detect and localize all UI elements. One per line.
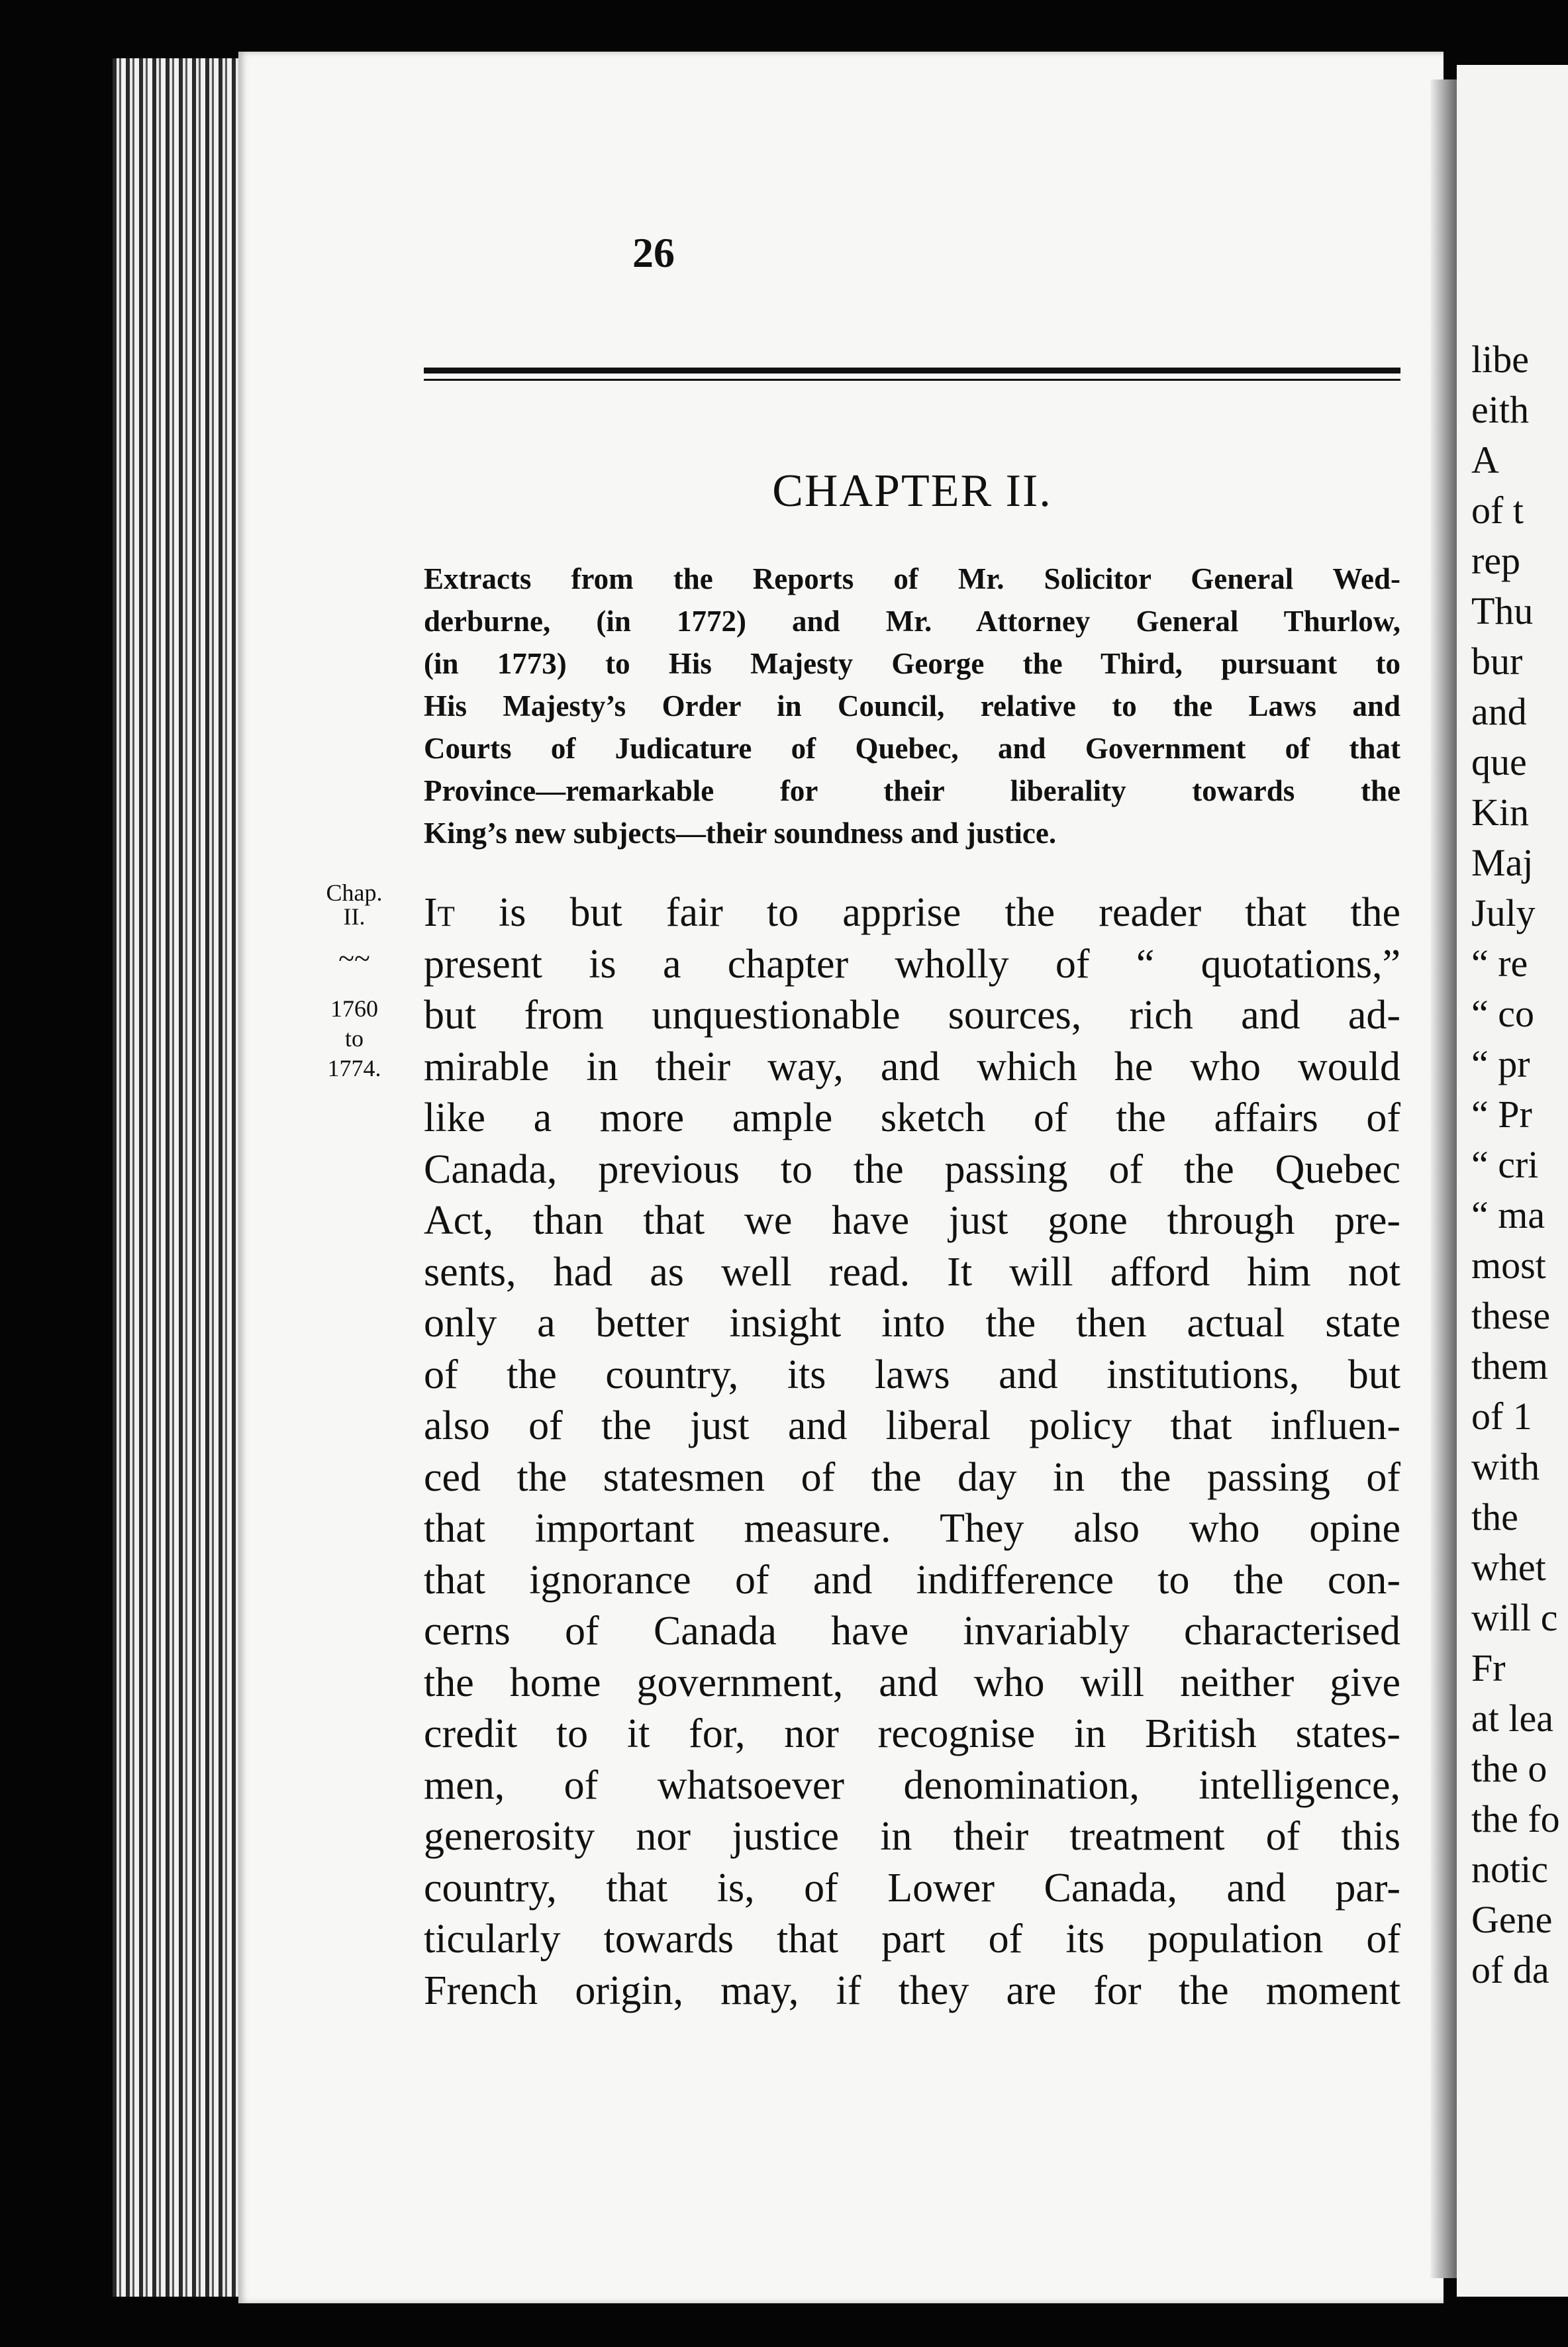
facing-page-line: will c <box>1471 1596 1558 1639</box>
page-number: 26 <box>632 229 675 276</box>
facing-page-line: A <box>1471 438 1499 481</box>
body-line: country, that is, of Lower Canada, and par- <box>424 1865 1400 1911</box>
summary-line: derburne, (in 1772) and Mr. Attorney General Thurlow, <box>424 605 1400 638</box>
body-line: Act, than that we have just gone through pre- <box>424 1198 1400 1243</box>
chapter-summary <box>424 558 1400 854</box>
marginal-chapter-number: II. <box>343 903 366 930</box>
facing-page-line: the o <box>1471 1747 1547 1790</box>
body-line: but from unquestionable sources, rich and ad- <box>424 993 1400 1038</box>
body-line: ticularly towards that part of its population of <box>424 1917 1400 1962</box>
facing-page-line: “ pr <box>1471 1042 1530 1085</box>
facing-page-line: “ co <box>1471 992 1534 1035</box>
facing-page-line: Kin <box>1471 791 1529 834</box>
header-rule-thin <box>424 379 1400 381</box>
body-line: also of the just and liberal policy that influen- <box>424 1403 1400 1448</box>
facing-page-line: the <box>1471 1495 1518 1538</box>
facing-page-text <box>1471 334 1568 1995</box>
body-line: like a more ample sketch of the affairs of <box>424 1095 1400 1140</box>
page-stack-edges <box>113 58 245 2297</box>
summary-line: (in 1773) to His Majesty George the Third, pursuant to <box>424 647 1400 680</box>
facing-page-line: of t <box>1471 489 1524 532</box>
body-line: credit to it for, nor recognise in British states- <box>424 1711 1400 1756</box>
summary-line: Province—remarkable for their liberality towards the <box>424 774 1400 807</box>
facing-page-line: rep <box>1471 539 1521 582</box>
opening-word: It <box>424 890 455 935</box>
summary-line: Extracts from the Reports of Mr. Solicitor General Wed- <box>424 562 1400 595</box>
header-rule-thick <box>424 368 1400 374</box>
body-line: generosity nor justice in their treatment of this <box>424 1814 1400 1859</box>
facing-page-line: and <box>1471 690 1527 733</box>
facing-page-line: most <box>1471 1244 1546 1287</box>
summary-line: King’s new subjects—their soundness and justice. <box>424 817 1057 850</box>
facing-page-line: at lea <box>1471 1697 1553 1740</box>
facing-page-line: them <box>1471 1344 1548 1387</box>
facing-page-line: the fo <box>1471 1797 1560 1840</box>
marginal-year-end: 1774. <box>327 1055 381 1081</box>
body-line <box>424 887 1400 939</box>
facing-page-line: “ cri <box>1471 1143 1539 1186</box>
summary-line: Courts of Judicature of Quebec, and Government of that <box>424 732 1400 765</box>
body-line: the home government, and who will neither give <box>424 1660 1400 1705</box>
body-line: present is a chapter wholly of “ quotations,” <box>424 941 1400 987</box>
facing-page-line: July <box>1471 891 1536 934</box>
body-line: ced the statesmen of the day in the passing of <box>424 1454 1400 1500</box>
marginal-chap: Chap. <box>326 879 383 906</box>
facing-page-line: “ Pr <box>1471 1093 1532 1136</box>
body-line: Canada, previous to the passing of the Quebec <box>424 1146 1400 1192</box>
facing-page-line: whet <box>1471 1546 1546 1589</box>
facing-page-line: eith <box>1471 388 1529 431</box>
body-paragraph <box>424 887 1400 2017</box>
summary-line: His Majesty’s Order in Council, relative to the Laws and <box>424 689 1400 723</box>
facing-page-line: libe <box>1471 338 1529 381</box>
facing-page-line: Maj <box>1471 841 1534 884</box>
facing-page-line: Gene <box>1471 1898 1553 1941</box>
marginal-to: to <box>344 1025 364 1052</box>
facing-page-line: with <box>1471 1445 1540 1488</box>
body-line: only a better insight into the then actual state <box>424 1301 1400 1346</box>
body-line: that ignorance of and indifference to the con- <box>424 1557 1400 1603</box>
body-line: sents, had as well read. It will afford him not <box>424 1249 1400 1295</box>
body-line-text: is but fair to apprise the reader that the <box>454 890 1400 935</box>
facing-page-line: these <box>1471 1294 1551 1337</box>
body-line: of the country, its laws and institutions, but <box>424 1352 1400 1397</box>
marginal-swash-ornament: ~~ <box>338 942 370 975</box>
body-line: mirable in their way, and which he who would <box>424 1044 1400 1089</box>
facing-page-line: notic <box>1471 1848 1548 1891</box>
body-line: cerns of Canada have invariably characterised <box>424 1609 1400 1654</box>
facing-page-line: Thu <box>1471 589 1534 632</box>
facing-page-line: Fr <box>1471 1646 1506 1689</box>
facing-page-line: “ re <box>1471 942 1528 985</box>
facing-page-line: of 1 <box>1471 1395 1532 1438</box>
facing-page-line: bur <box>1471 640 1523 683</box>
chapter-title: CHAPTER II. <box>772 466 1052 517</box>
facing-page-line: que <box>1471 740 1527 783</box>
facing-page-line: “ ma <box>1471 1193 1545 1236</box>
body-line: that important measure. They also who opine <box>424 1506 1400 1551</box>
body-line: men, of whatsoever denomination, intelligence, <box>424 1762 1400 1808</box>
body-line: French origin, may, if they are for the moment <box>424 1968 1400 2013</box>
facing-page-line: of da <box>1471 1948 1549 1991</box>
marginal-year-start: 1760 <box>330 995 378 1022</box>
